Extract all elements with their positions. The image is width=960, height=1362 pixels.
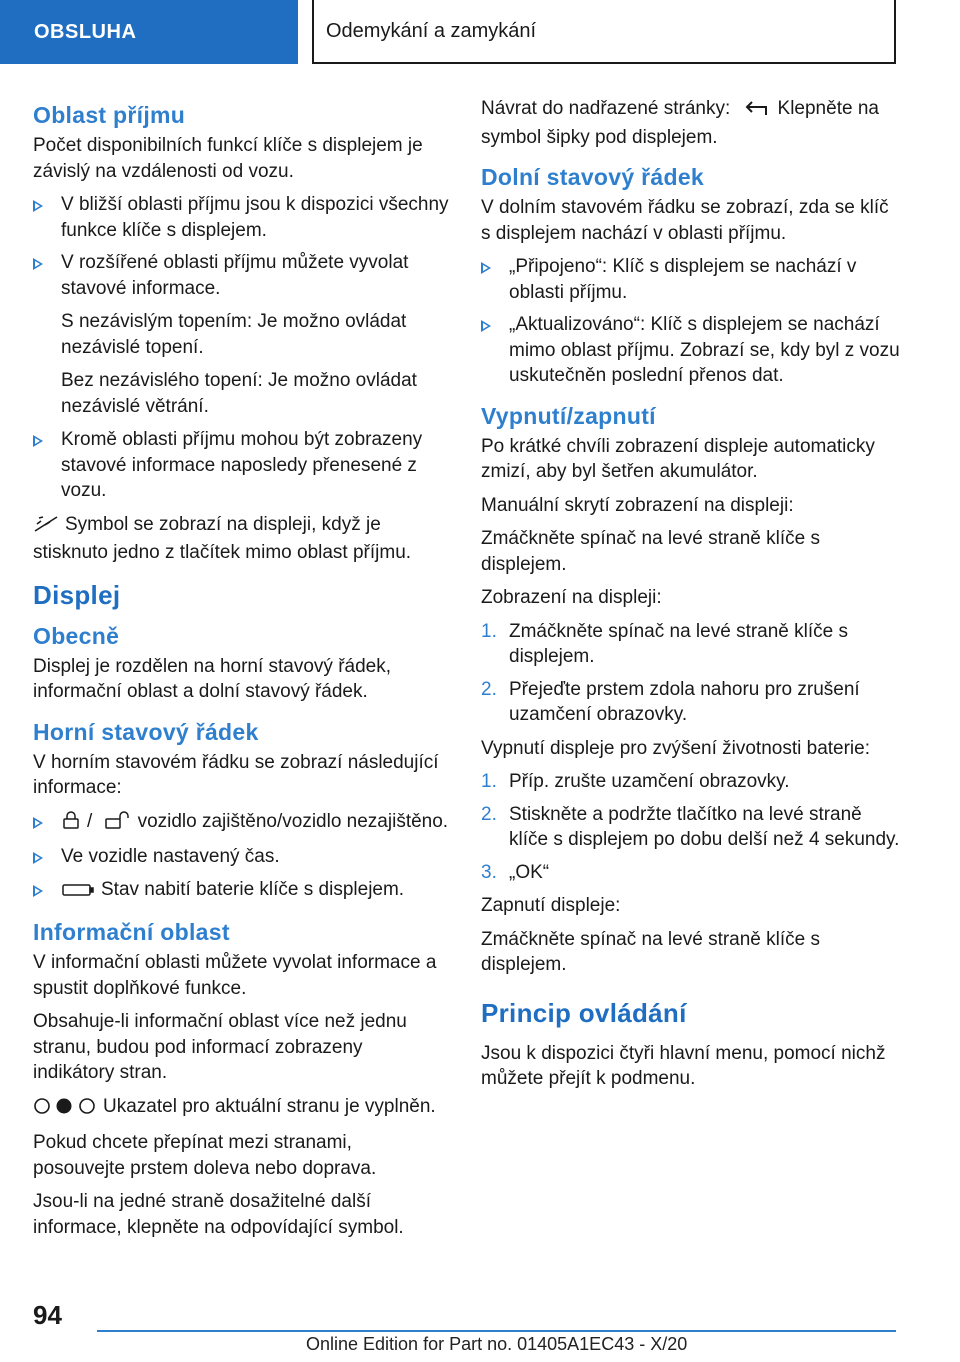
page-number: 94 (33, 1300, 62, 1330)
paragraph: V horním stavovém řádku se zobrazí následující informace: (33, 751, 439, 798)
signal-out-of-range-icon (33, 515, 59, 541)
list-item: 2. Stiskněte a podržte tlačítko na levé straně klíče s displejem po dobu delší než 4 sekundy. (481, 803, 900, 850)
triangle-bullet-icon (33, 258, 43, 270)
paragraph: Jsou-li na jedné straně dosažitelné další informace, klepněte na odpovídající symbol. (33, 1191, 404, 1238)
paragraph: Zobrazení na displeji: (481, 587, 662, 608)
triangle-bullet-icon (33, 817, 43, 829)
paragraph: Ukazatel pro aktuální stranu je vyplněn. (33, 1094, 449, 1123)
paragraph: Manuální skrytí zobrazení na displeji: (481, 494, 794, 516)
list-item: „Připojeno“: Klíč s displejem se nachází v oblasti příjmu. (481, 254, 901, 305)
page-indicator-icon (33, 1097, 97, 1123)
chapter-title: Odemykání a zamykání (312, 0, 896, 64)
paragraph: Jsou k dispozici čtyři hlavní menu, pomocí nichž můžete přejít k podmenu. (481, 1042, 886, 1089)
paragraph: V dolním stavovém řádku se zobrazí, zda se klíč s displejem nachází v oblasti příjmu. (481, 197, 889, 244)
right-column (481, 96, 901, 1100)
triangle-bullet-icon (33, 200, 43, 212)
numbered-list (481, 619, 901, 728)
footer-divider (97, 1330, 896, 1332)
paragraph: Zmáčkněte spínač na levé straně klíče s displejem. (481, 928, 820, 975)
list-item: Kromě oblasti příjmu mohou být zobrazeny stavové informace naposledy přenesené z vozu. (33, 427, 449, 504)
heading-displej: Displej (33, 579, 121, 610)
paragraph: Vypnutí displeje pro zvýšení životnosti baterie: (481, 737, 870, 759)
heading-dolni-stavovy-radek: Dolní stavový řádek (481, 164, 705, 190)
back-arrow-icon (744, 99, 772, 125)
paragraph: Zapnutí displeje: (481, 895, 621, 916)
left-column (33, 96, 449, 1248)
list-item: 1. Příp. zrušte uzamčení obrazovky. (481, 771, 790, 792)
list-item: V rozšířené oblasti příjmu můžete vyvolat stavové informace. (33, 250, 449, 301)
paragraph: Obsahuje-li informační oblast více než jednu stranu, budou pod informací zobrazeny indikátory stran. (33, 1011, 407, 1083)
battery-icon (61, 880, 95, 906)
paragraph: Pokud chcete přepínat mezi stranami, posouvejte prstem doleva nebo doprava. (33, 1132, 377, 1179)
paragraph: Počet disponibilních funkcí klíče s displejem je závislý na vzdálenosti od vozu. (33, 135, 423, 182)
bullet-list (481, 254, 901, 389)
triangle-bullet-icon (481, 320, 491, 332)
numbered-list (481, 769, 901, 885)
bullet-list (33, 427, 449, 504)
list-item: 3. „OK“ (481, 861, 550, 883)
bullet-list (33, 809, 449, 906)
paragraph: Po krátké chvíli zobrazení displeje automaticky zmizí, aby byl šetřen akumulátor. (481, 435, 875, 482)
list-item: Stav nabití baterie klíče s displejem. (33, 877, 449, 906)
paragraph: Zmáčkněte spínač na levé straně klíče s displejem. (481, 528, 820, 575)
paragraph: Návrat do nadřazené stránky: Klepněte na symbol šipky pod displejem. (481, 98, 879, 148)
triangle-bullet-icon (33, 852, 43, 864)
heading-oblast-prijmu: Oblast příjmu (33, 102, 186, 128)
list-item: Ve vozidle nastavený čas. (33, 844, 449, 870)
sub-paragraph: S nezávislým topením: Je možno ovládat nezávislé topení. (61, 311, 407, 358)
heading-horni-stavovy-radek: Horní stavový řádek (33, 718, 259, 745)
footer-edition: Online Edition for Part no. 01405A1EC43 - X/20 (306, 1334, 688, 1354)
paragraph: Displej je rozdělen na horní stavový řádek, informační oblast a dolní stavový řádek. (33, 655, 392, 702)
paragraph: V informační oblasti můžete vyvolat informace a spustit doplňkové funkce. (33, 952, 437, 999)
symbol-note: Symbol se zobrazí na displeji, když je stisknuto jedno z tlačítek mimo oblast příjmu. (33, 513, 412, 563)
list-item: V bližší oblasti příjmu jsou k dispozici všechny funkce klíče s displejem. (33, 192, 449, 243)
lock-open-icon (104, 810, 132, 838)
heading-obecne: Obecně (33, 622, 120, 649)
list-item: 2. Přejeďte prstem zdola nahoru pro zrušení uzamčení obrazovky. (481, 678, 860, 725)
triangle-bullet-icon (481, 262, 491, 274)
bullet-list (33, 192, 449, 301)
list-item: / vozidlo zajištěno/vozidlo nezajištěno. (33, 809, 449, 838)
sub-paragraph: Bez nezávislého topení: Je možno ovládat nezávislé větrání. (61, 370, 417, 417)
heading-vypnuti-zapnuti: Vypnutí/zapnutí (481, 402, 656, 429)
section-tab: OBSLUHA (0, 0, 298, 64)
triangle-bullet-icon (33, 435, 43, 447)
triangle-bullet-icon (33, 885, 43, 897)
heading-princip-ovladani: Princip ovládání (481, 997, 687, 1028)
list-item: „Aktualizováno“: Klíč s displejem se nachází mimo oblast příjmu. Zobrazí se, kdy byl z vozu uskutečněn poslední přenos dat. (481, 312, 901, 389)
lock-closed-icon (61, 810, 81, 838)
list-item: 1. Zmáčkněte spínač na levé straně klíče s displejem. (481, 620, 848, 667)
heading-informacni-oblast: Informační oblast (33, 919, 230, 945)
